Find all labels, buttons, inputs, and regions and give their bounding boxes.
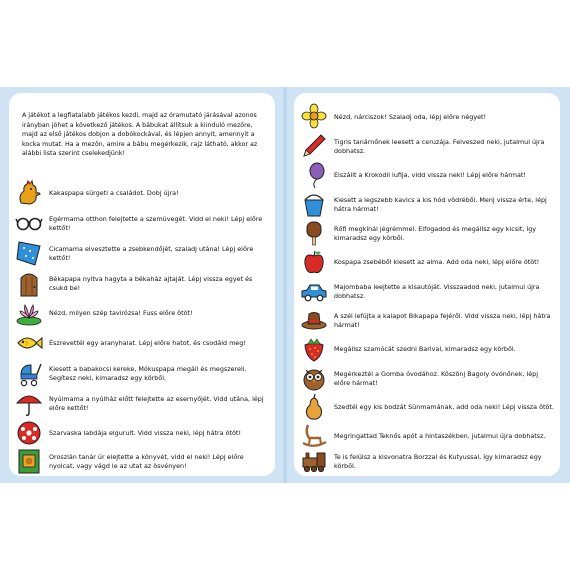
right-page xyxy=(294,93,560,476)
list-item xyxy=(13,359,271,389)
item-text: Kospapa zsebéből kiesett az alma. Add oda neki, lépj előre ötöt! xyxy=(334,258,540,267)
stroller-icon xyxy=(15,359,43,387)
item-text: Nézd, milyen szép tavirózsa! Fuss előre ötöt! xyxy=(49,309,193,318)
item-text: Békapapa nyitva hagyta a békaház ajtaját. Lépj vissza egyet és csukd be! xyxy=(49,274,253,292)
list-item xyxy=(13,389,271,419)
item-text: Nézd, nárciszok! Szaladj oda, lépj előre négyet! xyxy=(334,113,487,122)
balloon-icon xyxy=(300,161,328,189)
item-text: Cicamama elvesztette a zsebkendőjét, szaladj utána! Lépj előre kettőt! xyxy=(49,244,254,262)
door-icon xyxy=(15,269,43,297)
item-text: Oroszlán tanár úr elejtette a könyvét, vidd el neki! Lépj előre nyolcat, vagy vágd le az utat az ösvényen! xyxy=(49,452,244,470)
book-spread xyxy=(0,87,570,483)
water-lily-icon xyxy=(15,299,43,327)
item-text: Majombaba leejtette a kisautóját. Visszaadod neki, jutalmul újra dobhatsz. xyxy=(334,282,540,300)
list-item xyxy=(13,269,271,299)
book-icon xyxy=(15,447,43,475)
list-item xyxy=(298,335,556,365)
item-text: Észrevettél egy aranyhalat. Lépj előre hatot, és csodáld meg! xyxy=(49,339,246,348)
item-text: Kiesett a babakocsi kereke, Mókuspapa megáll és megszereli. Segítesz neki, kimaradsz egy körből. xyxy=(49,364,247,382)
item-text: Megérkeztél a Gomba óvodához. Köszönj Bagoly óvónőnek, lépj előre hármat! xyxy=(334,369,538,387)
rocking-chair-icon xyxy=(300,422,328,450)
daffodil-icon xyxy=(300,103,328,131)
ball-icon xyxy=(15,419,43,447)
list-item xyxy=(13,329,271,359)
item-text: Kakaspapa sürgeti a családot. Dobj újra! xyxy=(49,189,179,198)
item-text: Megringattad Teknős apót a hintaszékben, jutalmul újra dobhatsz. xyxy=(334,432,546,441)
handkerchief-icon xyxy=(15,239,43,267)
item-text: Szedtél egy kis bodzát Sünmamának, add oda neki! Lépj vissza ötöt. xyxy=(334,403,554,412)
hat-icon xyxy=(300,306,328,334)
list-item xyxy=(13,419,271,449)
left-page xyxy=(9,93,275,476)
strawberry-icon xyxy=(300,335,328,363)
rooster-icon xyxy=(15,179,43,207)
apple-icon xyxy=(300,248,328,276)
list-item xyxy=(298,161,556,191)
goldfish-icon xyxy=(15,329,43,357)
item-text: Szarvaska labdája elgurult. Vidd vissza neki, lépj hátra ötöt! xyxy=(49,429,241,438)
list-item xyxy=(298,306,556,336)
item-text: Nyúlmama a nyúlház előtt felejtette az esernyőjét. Vidd utána, lépj előre kettőt! xyxy=(49,394,264,412)
list-item xyxy=(13,209,271,239)
item-text: Te is felülsz a kisvonatra Borzzal és Kutyussal, így kimaradsz egy körből. xyxy=(334,452,542,470)
page-fold xyxy=(283,87,287,483)
car-icon xyxy=(300,277,328,305)
list-item xyxy=(298,219,556,249)
owl-icon xyxy=(300,364,328,392)
umbrella-icon xyxy=(15,389,43,417)
item-text: Kiesett a legszebb kavics a kis hód vödréből. Menj vissza érte, lépj hátra hármat! xyxy=(334,195,547,213)
list-item xyxy=(298,277,556,307)
pear-icon xyxy=(300,393,328,421)
bucket-icon xyxy=(300,190,328,218)
list-item xyxy=(298,364,556,394)
list-item xyxy=(298,190,556,220)
list-item xyxy=(298,393,556,423)
list-item xyxy=(13,179,271,209)
pencil-icon xyxy=(300,132,328,160)
list-item xyxy=(13,239,271,269)
item-text: Megállsz szamócát szedni Barival, kimaradsz egy körből. xyxy=(334,345,516,354)
item-text: Rőfi megkínál jégrémmel. Elfogadod és megállsz egy kicsit, így kimaradsz egy körből. xyxy=(334,224,537,242)
glasses-icon xyxy=(15,209,43,237)
item-text: Egérmama otthon felejtette a szemüvegét. Vidd el neki! Lépj előre kettőt! xyxy=(49,214,263,232)
list-item xyxy=(298,447,556,477)
item-text: Elszállt a Krokodil lufija, vidd vissza neki! Lépj előre hármat! xyxy=(334,171,526,180)
item-text: Tigris tanárnőnek leesett a ceruzája. Felveszed neki, jutalmul újra dobhatsz. xyxy=(334,137,545,155)
list-item xyxy=(13,447,271,477)
toy-train-icon xyxy=(300,447,328,475)
list-item xyxy=(13,299,271,329)
rules-intro: A játékot a legfiatalabb játékos kezdi, majd az óramutató járásával azonos irányban jöhet a következő játékos. A bábukat állítsuk a kiinduló mezőre, majd az első játékos dobjon a dobókockával, és lépjen annyit, amennyit a kocka mutat. Ha a mezőn, amire a bábu megérkezik, rajz látható, akkor az alábbi lista szerint cselekedjünk! xyxy=(22,112,258,158)
item-text: A szél lefújta a kalapot Bikapapa fejéről. Vidd vissza neki, lépj hátra hármat! xyxy=(334,311,551,329)
ice-cream-icon xyxy=(300,219,328,247)
list-item xyxy=(298,103,556,133)
list-item xyxy=(298,132,556,162)
list-item xyxy=(298,248,556,278)
